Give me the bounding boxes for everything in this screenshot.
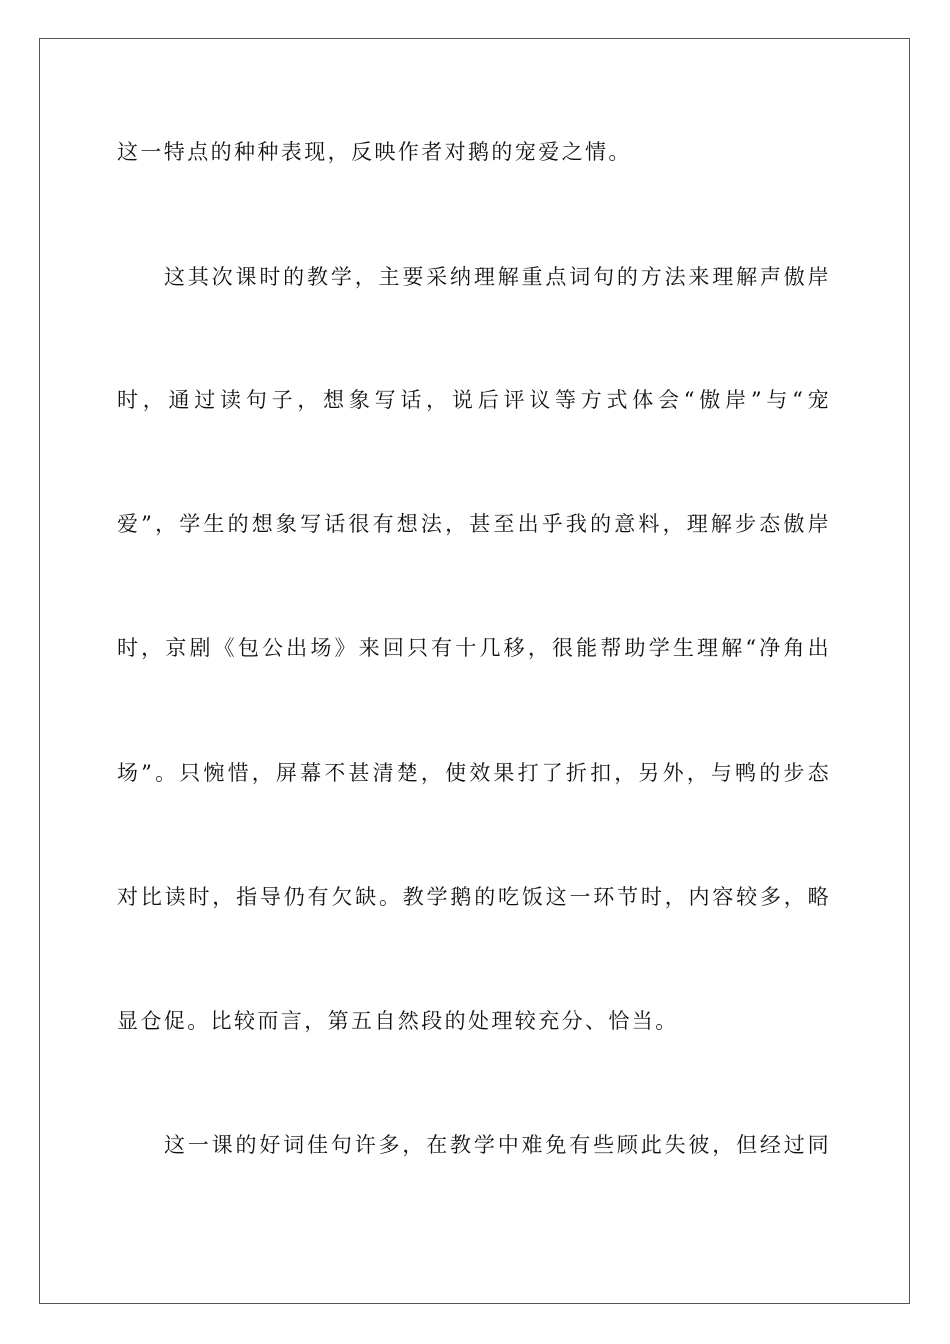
page-border xyxy=(39,38,910,1304)
text-line-2: 这其次课时的教学，主要采纳理解重点词句的方法来理解声傲岸 xyxy=(164,265,831,289)
text-line-9: 这一课的好词佳句许多，在教学中难免有些顾此失彼，但经过同 xyxy=(164,1133,831,1157)
text-line-6: 场”。只惋惜，屏幕不甚清楚，使效果打了折扣，另外，与鸭的步态 xyxy=(117,761,831,785)
text-line-4: 爱”，学生的想象写话很有想法，甚至出乎我的意料，理解步态傲岸 xyxy=(117,512,831,536)
text-line-5: 时，京剧《包公出场》来回只有十几移，很能帮助学生理解“净角出 xyxy=(117,636,831,660)
text-line-7: 对比读时，指导仍有欠缺。教学鹅的吃饭这一环节时，内容较多，略 xyxy=(117,885,831,909)
text-line-8: 显仓促。比较而言，第五自然段的处理较充分、恰当。 xyxy=(117,1009,679,1033)
text-line-3: 时，通过读句子，想象写话，说后评议等方式体会“傲岸”与“宠 xyxy=(117,388,831,412)
text-line-1: 这一特点的种种表现，反映作者对鹅的宠爱之情。 xyxy=(117,140,632,164)
